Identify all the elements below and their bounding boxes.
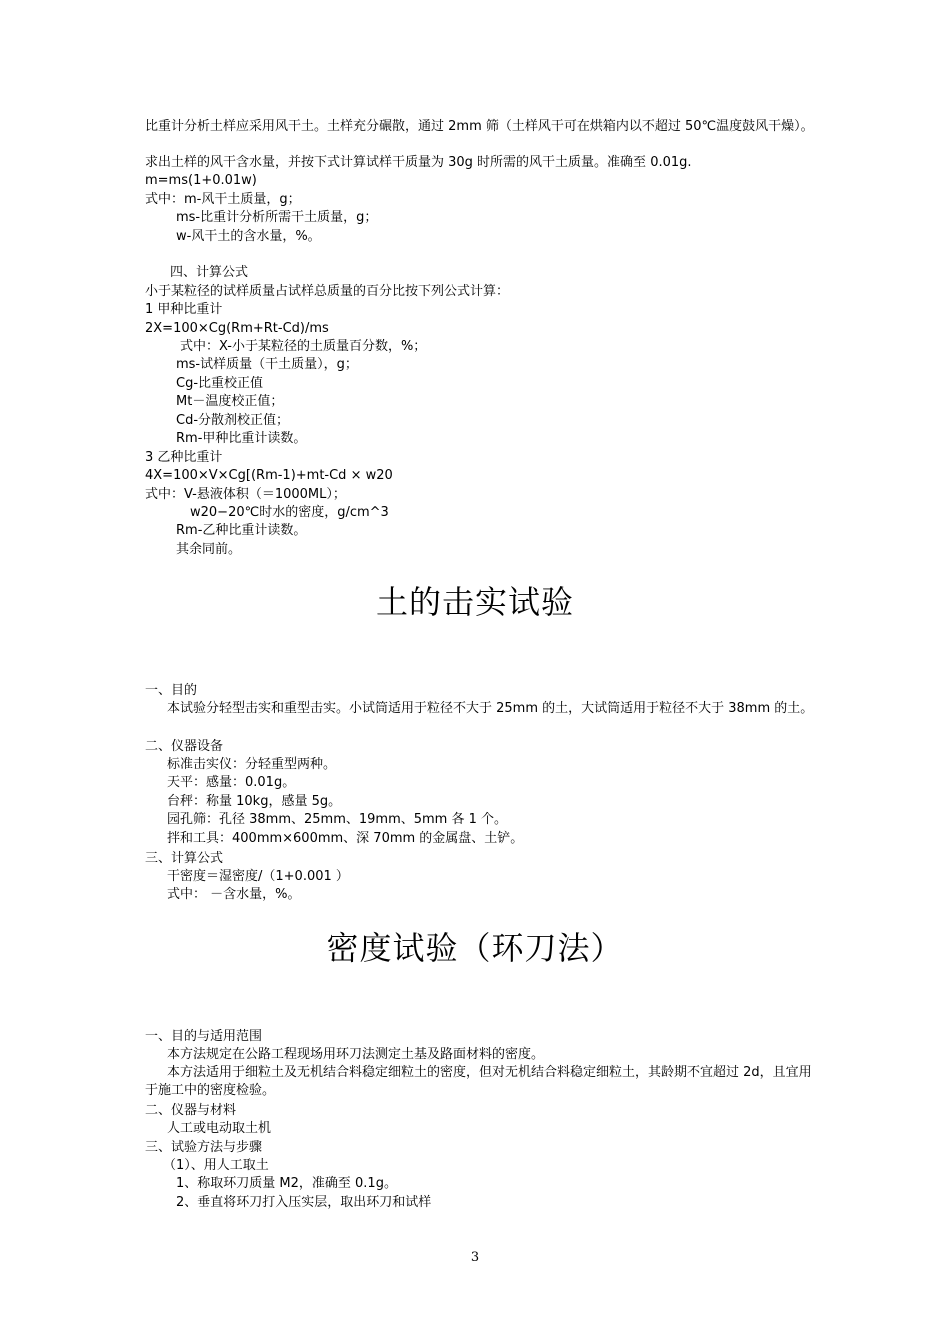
definition: 式中：X-小于某粒径的土质量百分数，%； [180,339,427,354]
page-title: 土的击实试验 [375,583,574,621]
list-item: 标准击实仪：分轻重型两种。 [167,757,337,772]
section-heading: 三、试验方法与步骤 [145,1140,263,1155]
section-heading: 二、仪器与材料 [145,1103,237,1118]
subsection-heading: 3 乙种比重计 [145,450,223,465]
section-heading: 二、仪器设备 [145,739,224,754]
list-item: 园孔筛：孔径 38mm、25mm、19mm、5mm 各 1 个。 [167,812,508,827]
definition: 式中：m-风干土质量，g； [145,192,301,207]
formula: 4X=100×V×Cg[(Rm-1)+mt-Cd × w20 [145,468,393,483]
definition: Cd-分散剂校正值； [176,413,290,428]
paragraph: 其余同前。 [176,542,242,557]
definition: Rm-甲种比重计读数。 [176,431,307,446]
paragraph: 本方法适用于细粒土及无机结合料稳定细粒土的密度，但对无机结合料稳定细粒土，其龄期不宜超过 2d，且宜用于施工中的密度检验。 [145,1065,812,1098]
definition: Cg-比重校正值 [176,376,264,391]
definition: w20−20℃时水的密度，g/cm^3 [190,505,389,520]
definition: 式中：V-悬液体积（＝1000ML）； [145,487,346,502]
list-item: 1、称取环刀质量 M2，准确至 0.1g。 [176,1176,397,1191]
subsection-heading: 1 甲种比重计 [145,302,223,317]
definition: ms-试样质量（干土质量），g； [176,357,358,372]
definition: Mt－温度校正值； [176,394,284,409]
subsection-heading: （1）、用人工取土 [163,1158,269,1173]
definition: 式中： －含水量，%。 [167,887,301,902]
paragraph: 本方法规定在公路工程现场用环刀法测定土基及路面材料的密度。 [167,1047,545,1062]
section-heading: 三、计算公式 [145,851,224,866]
paragraph: 求出土样的风干含水量，并按下式计算试样干质量为 30g 时所需的风干土质量。准确至 0.01g. [145,155,692,170]
formula: 2X=100×Cg(Rm+Rt-Cd)/ms [145,321,329,336]
list-item: 人工或电动取土机 [167,1121,272,1136]
list-item: 2、垂直将环刀打入压实层，取出环刀和试样 [176,1195,432,1210]
list-item: 拌和工具：400mm×600mm、深 70mm 的金属盘、土铲。 [167,831,524,846]
paragraph: 小于某粒径的试样质量占试样总质量的百分比按下列公式计算： [145,284,510,299]
list-item: 天平：感量：0.01g。 [167,775,296,790]
page-number: 3 [470,1250,480,1265]
paragraph: 比重计分析土样应采用风干土。土样充分碾散，通过 2mm 筛（土样风干可在烘箱内以不超过 50℃温度鼓风干燥）。 [145,119,814,134]
definition: w-风干土的含水量，%。 [176,229,321,244]
section-heading: 四、计算公式 [170,265,249,280]
definition: ms-比重计分析所需干土质量，g； [176,210,378,225]
formula: m=ms(1+0.01w) [145,173,257,188]
section-heading: 一、目的与适用范围 [145,1029,263,1044]
page-title: 密度试验（环刀法） [326,929,624,967]
formula: 干密度＝湿密度/（1+0.001 ） [167,869,349,884]
definition: Rm-乙种比重计读数。 [176,523,307,538]
list-item: 台秤：称量 10kg，感量 5g。 [167,794,342,809]
paragraph: 本试验分轻型击实和重型击实。小试筒适用于粒径不大于 25mm 的土，大试筒适用于粒径不大于 38mm 的土。 [167,701,814,716]
section-heading: 一、目的 [145,683,198,698]
